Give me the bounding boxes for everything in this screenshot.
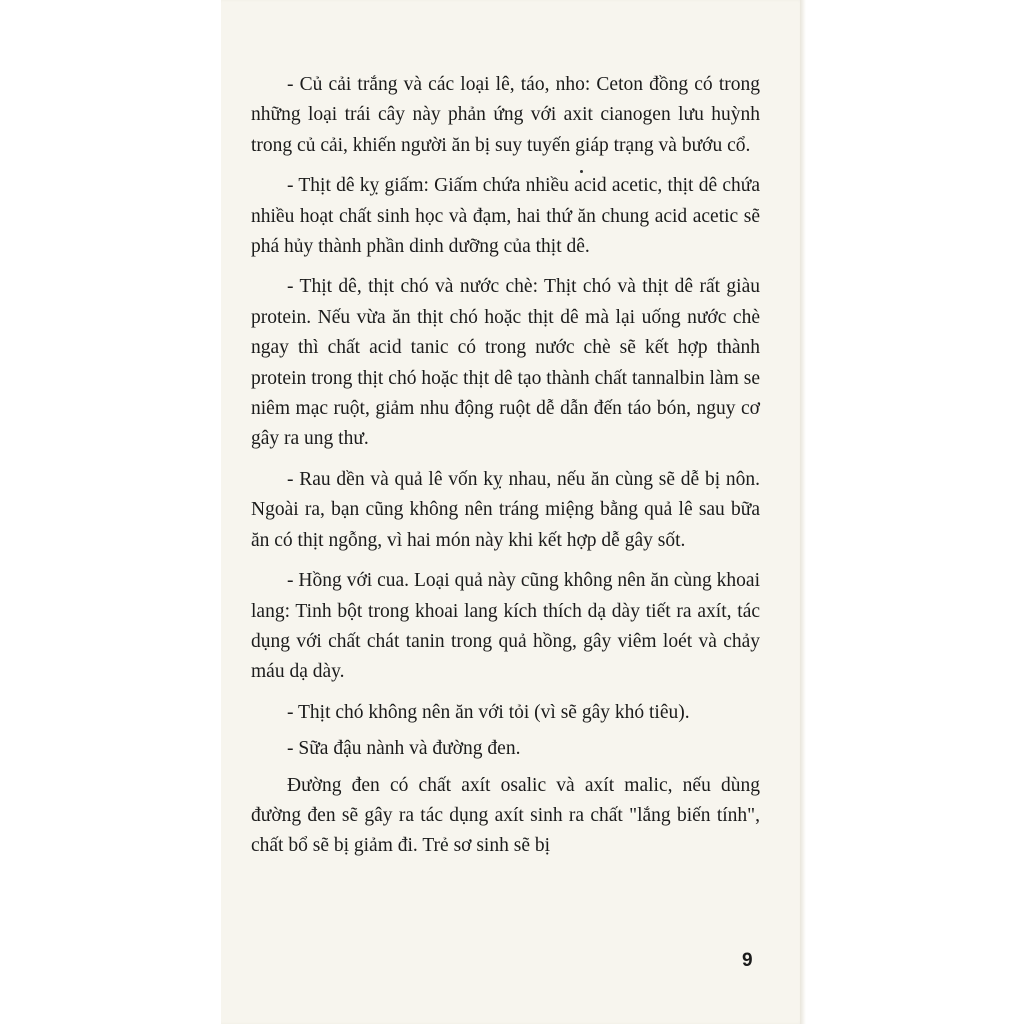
paragraph-persimmon-crab: - Hồng với cua. Loại quả này cũng không nên ăn cùng khoai lang: Tinh bột trong khoai lang kích thích dạ dày tiết ra axít, tác dụng với chất chát tanin trong quả hồng, gây viêm loét và chảy máu dạ dày. — [251, 570, 760, 683]
page-edge-shadow — [800, 0, 806, 1024]
paragraph-radish-fruits: - Củ cải trắng và các loại lê, táo, nho: Ceton đồng có trong những loại trái cây này phản ứng với axit cianogen lưu huỳnh trong củ cải, khiến người ăn bị suy tuyến giáp trạng và bướu cổ. — [251, 74, 760, 156]
body-text — [251, 70, 760, 872]
paragraph-goat-dog-tea: - Thịt dê, thịt chó và nước chè: Thịt chó và thịt dê rất giàu protein. Nếu vừa ăn thịt chó hoặc thịt dê mà lại uống nước chè ngay thì chất acid tanic có trong nước chè sẽ kết hợp thành protein trong thịt chó hoặc thịt dê tạo thành chất tannalbin làm se niêm mạc ruột, giảm nhu động ruột dễ dẫn đến táo bón, nguy cơ gây ra ung thư. — [251, 276, 760, 450]
paragraph-amaranth-pear: - Rau dền và quả lê vốn kỵ nhau, nếu ăn cùng sẽ dễ bị nôn. Ngoài ra, bạn cũng không nên tráng miệng bằng quả lê sau bữa ăn có thịt ngỗng, vì hai món này khi kết hợp dễ gây sốt. — [251, 468, 760, 551]
page-number: 9 — [742, 950, 753, 971]
paragraph-dog-garlic: - Thịt chó không nên ăn với tỏi (vì sẽ gây khó tiêu). — [287, 701, 690, 723]
paragraph-goat-vinegar: - Thịt dê kỵ giấm: Giấm chứa nhiều acid acetic, thịt dê chứa nhiều hoạt chất sinh học và đạm, hai thứ ăn chung acid acetic sẽ phá hủy thành phần dinh dưỡng của thịt dê. — [251, 175, 760, 258]
paragraph-brown-sugar: Đường đen có chất axít osalic và axít malic, nếu dùng đường đen sẽ gây ra tác dụng axít sinh ra chất "lắng biến tính", chất bổ sẽ bị giảm đi. Trẻ sơ sinh sẽ bị — [251, 774, 760, 857]
paragraph-soymilk-sugar: - Sữa đậu nành và đường đen. — [287, 738, 521, 760]
